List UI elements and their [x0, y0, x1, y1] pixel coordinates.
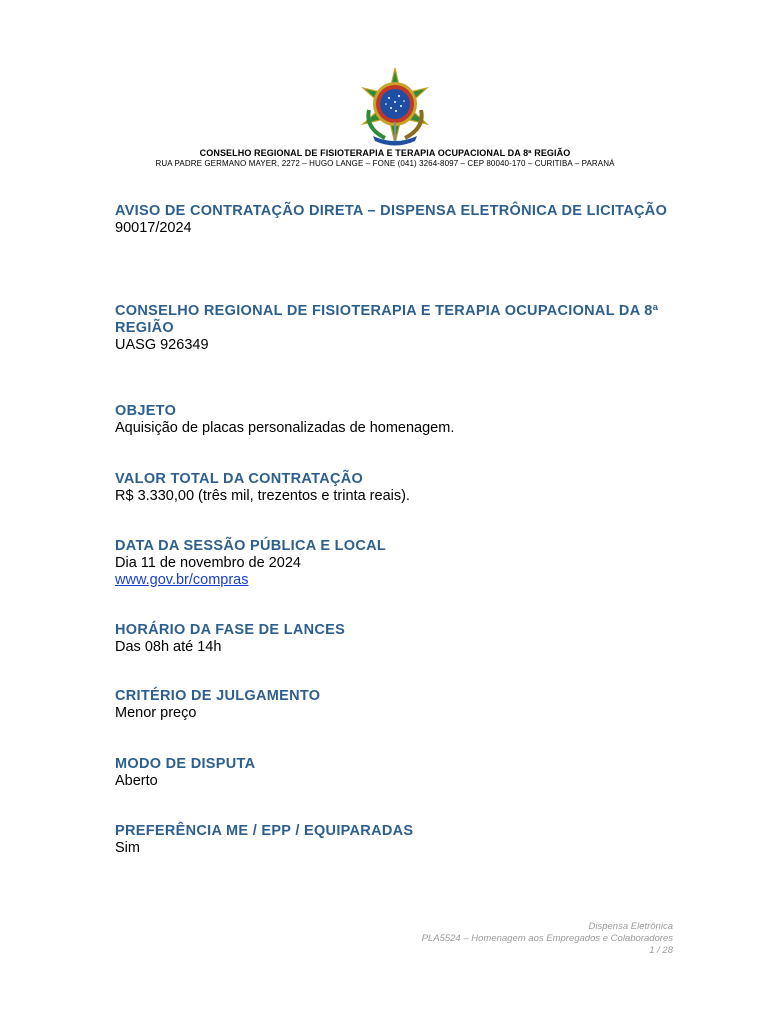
entity-title: CONSELHO REGIONAL DE FISIOTERAPIA E TERAPIA OCUPACIONAL DA 8ª REGIÃO — [115, 303, 659, 336]
page-footer — [422, 921, 673, 957]
modo-value: Aberto — [115, 773, 158, 789]
notice-title: AVISO DE CONTRATAÇÃO DIRETA – DISPENSA ELETRÔNICA DE LICITAÇÃO — [115, 203, 668, 219]
data-sessao-section — [115, 538, 673, 589]
notice-block — [115, 203, 673, 237]
valor-section — [115, 471, 673, 505]
objeto-value: Aquisição de placas personalizadas de homenagem. — [115, 420, 455, 436]
objeto-section — [115, 403, 673, 437]
brazil-coat-of-arms-icon — [355, 66, 435, 146]
header-org-name: CONSELHO REGIONAL DE FISIOTERAPIA E TERAPIA OCUPACIONAL DA 8ª REGIÃO — [199, 148, 571, 158]
objeto-heading: OBJETO — [115, 403, 177, 419]
valor-value: R$ 3.330,00 (três mil, trezentos e trinta reais). — [115, 488, 410, 504]
horario-section — [115, 622, 673, 656]
horario-heading: HORÁRIO DA FASE DE LANCES — [115, 622, 346, 638]
entity-block — [115, 303, 673, 354]
entity-uasg: UASG 926349 — [115, 337, 209, 353]
criterio-value: Menor preço — [115, 705, 197, 721]
modo-section — [115, 756, 673, 790]
footer-page-number: 1 / 28 — [649, 945, 673, 956]
header-address: RUA PADRE GERMANO MAYER, 2272 – HUGO LANGE – FONE (041) 3264-8097 – CEP 80040-170 – CURITIBA – PARANÁ — [155, 159, 615, 168]
preferencia-heading: PREFERÊNCIA ME / EPP / EQUIPARADAS — [115, 823, 414, 839]
footer-process: PLA5524 – Homenagem aos Empregados e Colaboradores — [421, 933, 673, 944]
preferencia-value: Sim — [115, 840, 140, 856]
valor-heading: VALOR TOTAL DA CONTRATAÇÃO — [115, 471, 364, 487]
compras-link[interactable]: www.gov.br/compras — [115, 572, 249, 588]
modo-heading: MODO DE DISPUTA — [115, 756, 256, 772]
notice-number: 90017/2024 — [115, 220, 192, 236]
preferencia-section — [115, 823, 673, 857]
horario-value: Das 08h até 14h — [115, 639, 222, 655]
criterio-heading: CRITÉRIO DE JULGAMENTO — [115, 688, 321, 704]
data-sessao-heading: DATA DA SESSÃO PÚBLICA E LOCAL — [115, 538, 387, 554]
data-sessao-value: Dia 11 de novembro de 2024 — [115, 555, 301, 571]
criterio-section — [115, 688, 673, 722]
footer-doc-type: Dispensa Eletrônica — [588, 921, 673, 932]
